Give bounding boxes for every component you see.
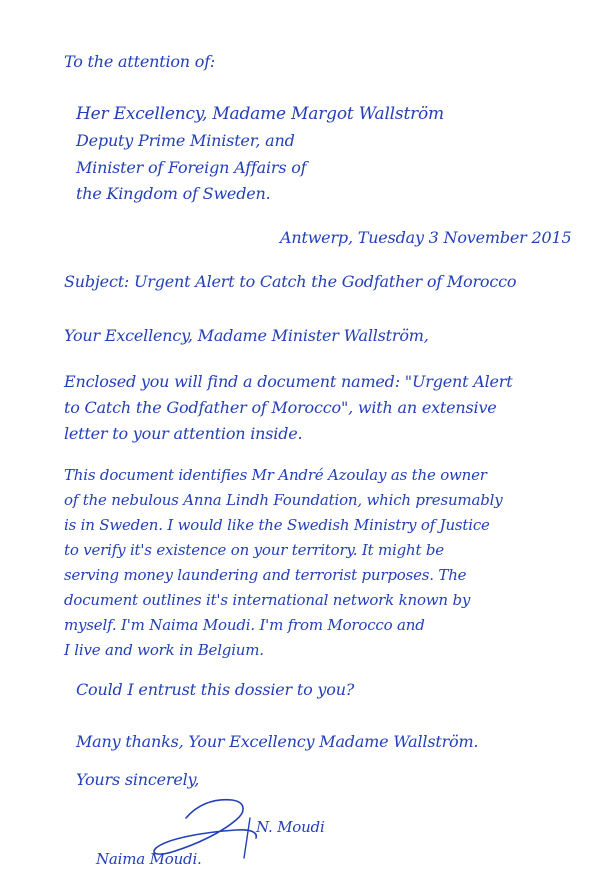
question-line: Could I entrust this dossier to you? [76,680,355,699]
paragraph2-line-7: myself. I'm Naima Moudi. I'm from Morocco and [64,616,425,634]
paragraph2-line-5: serving money laundering and terrorist purposes. The [64,566,467,584]
paragraph1-line-3: letter to your attention inside. [64,424,303,443]
closing-line: Yours sincerely, [76,770,200,789]
place-date: Antwerp, Tuesday 3 November 2015 [280,228,572,247]
paragraph2-line-4: to verify it's existence on your territory. It might be [64,541,444,559]
recipient-line-2: Deputy Prime Minister, and [76,131,295,150]
paragraph2-line-3: is in Sweden. I would like the Swedish Ministry of Justice [64,516,490,534]
recipient-line-3: Minister of Foreign Affairs of [76,158,307,177]
paragraph2-line-6: document outlines it's international network known by [64,591,471,609]
signature-initial: N. Moudi [256,818,325,836]
salutation: Your Excellency, Madame Minister Wallström, [64,326,429,345]
paragraph2-line-2: of the nebulous Anna Lindh Foundation, which presumably [64,491,503,509]
paragraph1-line-2: to Catch the Godfather of Morocco", with an extensive [64,398,497,417]
attention-line: To the attention of: [64,52,216,71]
paragraph1-line-1: Enclosed you will find a document named: "Urgent Alert [64,372,513,391]
recipient-line-1: Her Excellency, Madame Margot Wallström [76,104,444,124]
signature-name: Naima Moudi. [96,850,202,868]
paragraph2-line-1: This document identifies Mr André Azoulay as the owner [64,466,487,484]
recipient-line-4: the Kingdom of Sweden. [76,184,271,203]
paragraph2-line-8: I live and work in Belgium. [64,641,264,659]
thanks-line: Many thanks, Your Excellency Madame Wallström. [76,732,479,751]
subject-line: Subject: Urgent Alert to Catch the Godfather of Morocco [64,272,517,291]
